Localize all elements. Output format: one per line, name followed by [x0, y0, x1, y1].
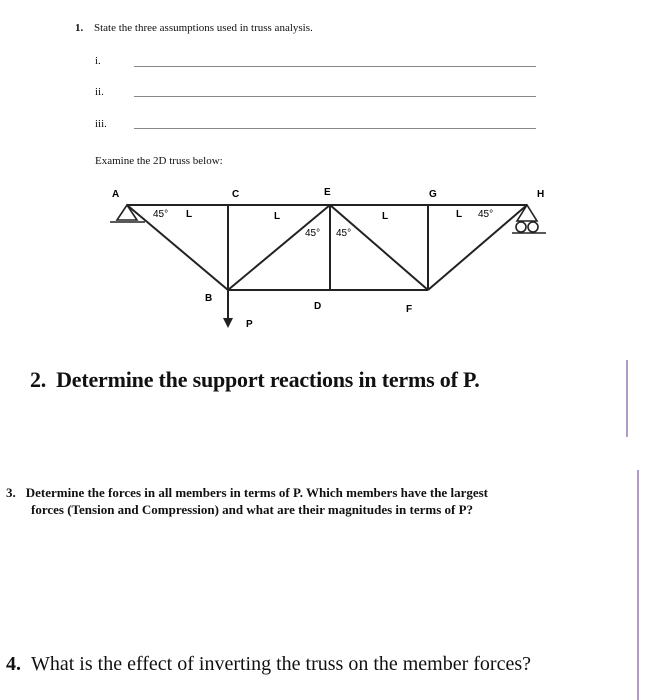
- node-label-c: C: [232, 189, 240, 200]
- member-length-label: L: [382, 211, 389, 222]
- pin-support-icon: [110, 205, 145, 222]
- member-length-label: L: [274, 211, 281, 222]
- question-2-number: 2.: [30, 367, 47, 392]
- question-4: [6, 653, 531, 676]
- node-label-h: H: [537, 189, 545, 200]
- member-length-label: L: [186, 209, 193, 220]
- question-3-line-1: Determine the forces in all members in terms of P. Which members have the largest: [25, 485, 488, 500]
- load-arrow-icon: [223, 290, 233, 328]
- node-label-a: A: [112, 189, 120, 200]
- answer-label-iii: iii.: [95, 118, 107, 130]
- question-3: [6, 484, 636, 518]
- question-1-text: State the three assumptions used in truss analysis.: [94, 22, 313, 34]
- page-edge-bar: [626, 360, 628, 437]
- roller-support-icon: [512, 205, 546, 233]
- angle-label: 45°: [336, 228, 352, 239]
- node-label-d: D: [314, 301, 322, 312]
- member-length-label: L: [456, 209, 463, 220]
- answer-line-i: [134, 66, 536, 67]
- member-EF: [330, 205, 428, 290]
- question-2: [30, 367, 480, 393]
- page-edge-bar: [637, 470, 639, 700]
- answer-line-ii: [134, 96, 536, 97]
- load-label: P: [246, 319, 253, 330]
- member-AB: [127, 205, 228, 290]
- angle-label: 45°: [478, 209, 494, 220]
- node-label-e: E: [324, 187, 331, 198]
- answer-line-iii: [134, 128, 536, 129]
- node-label-f: F: [406, 304, 413, 315]
- angle-label: 45°: [153, 209, 169, 220]
- answer-label-ii: ii.: [95, 86, 104, 98]
- question-3-line-2: forces (Tension and Compression) and what are their magnitudes in terms of P?: [31, 502, 474, 517]
- question-1-number: 1.: [75, 22, 84, 34]
- angle-label: 45°: [305, 228, 321, 239]
- question-1: [75, 22, 313, 34]
- truss-diagram: [0, 175, 645, 335]
- question-2-text: Determine the support reactions in terms of P.: [56, 367, 480, 392]
- examine-text: Examine the 2D truss below:: [95, 155, 223, 167]
- question-3-number: 3.: [6, 485, 16, 500]
- answer-label-i: i.: [95, 55, 101, 67]
- node-label-g: G: [429, 189, 437, 200]
- question-4-number: 4.: [6, 653, 21, 675]
- node-label-b: B: [205, 293, 213, 304]
- question-4-text: What is the effect of inverting the truss on the member forces?: [31, 653, 532, 675]
